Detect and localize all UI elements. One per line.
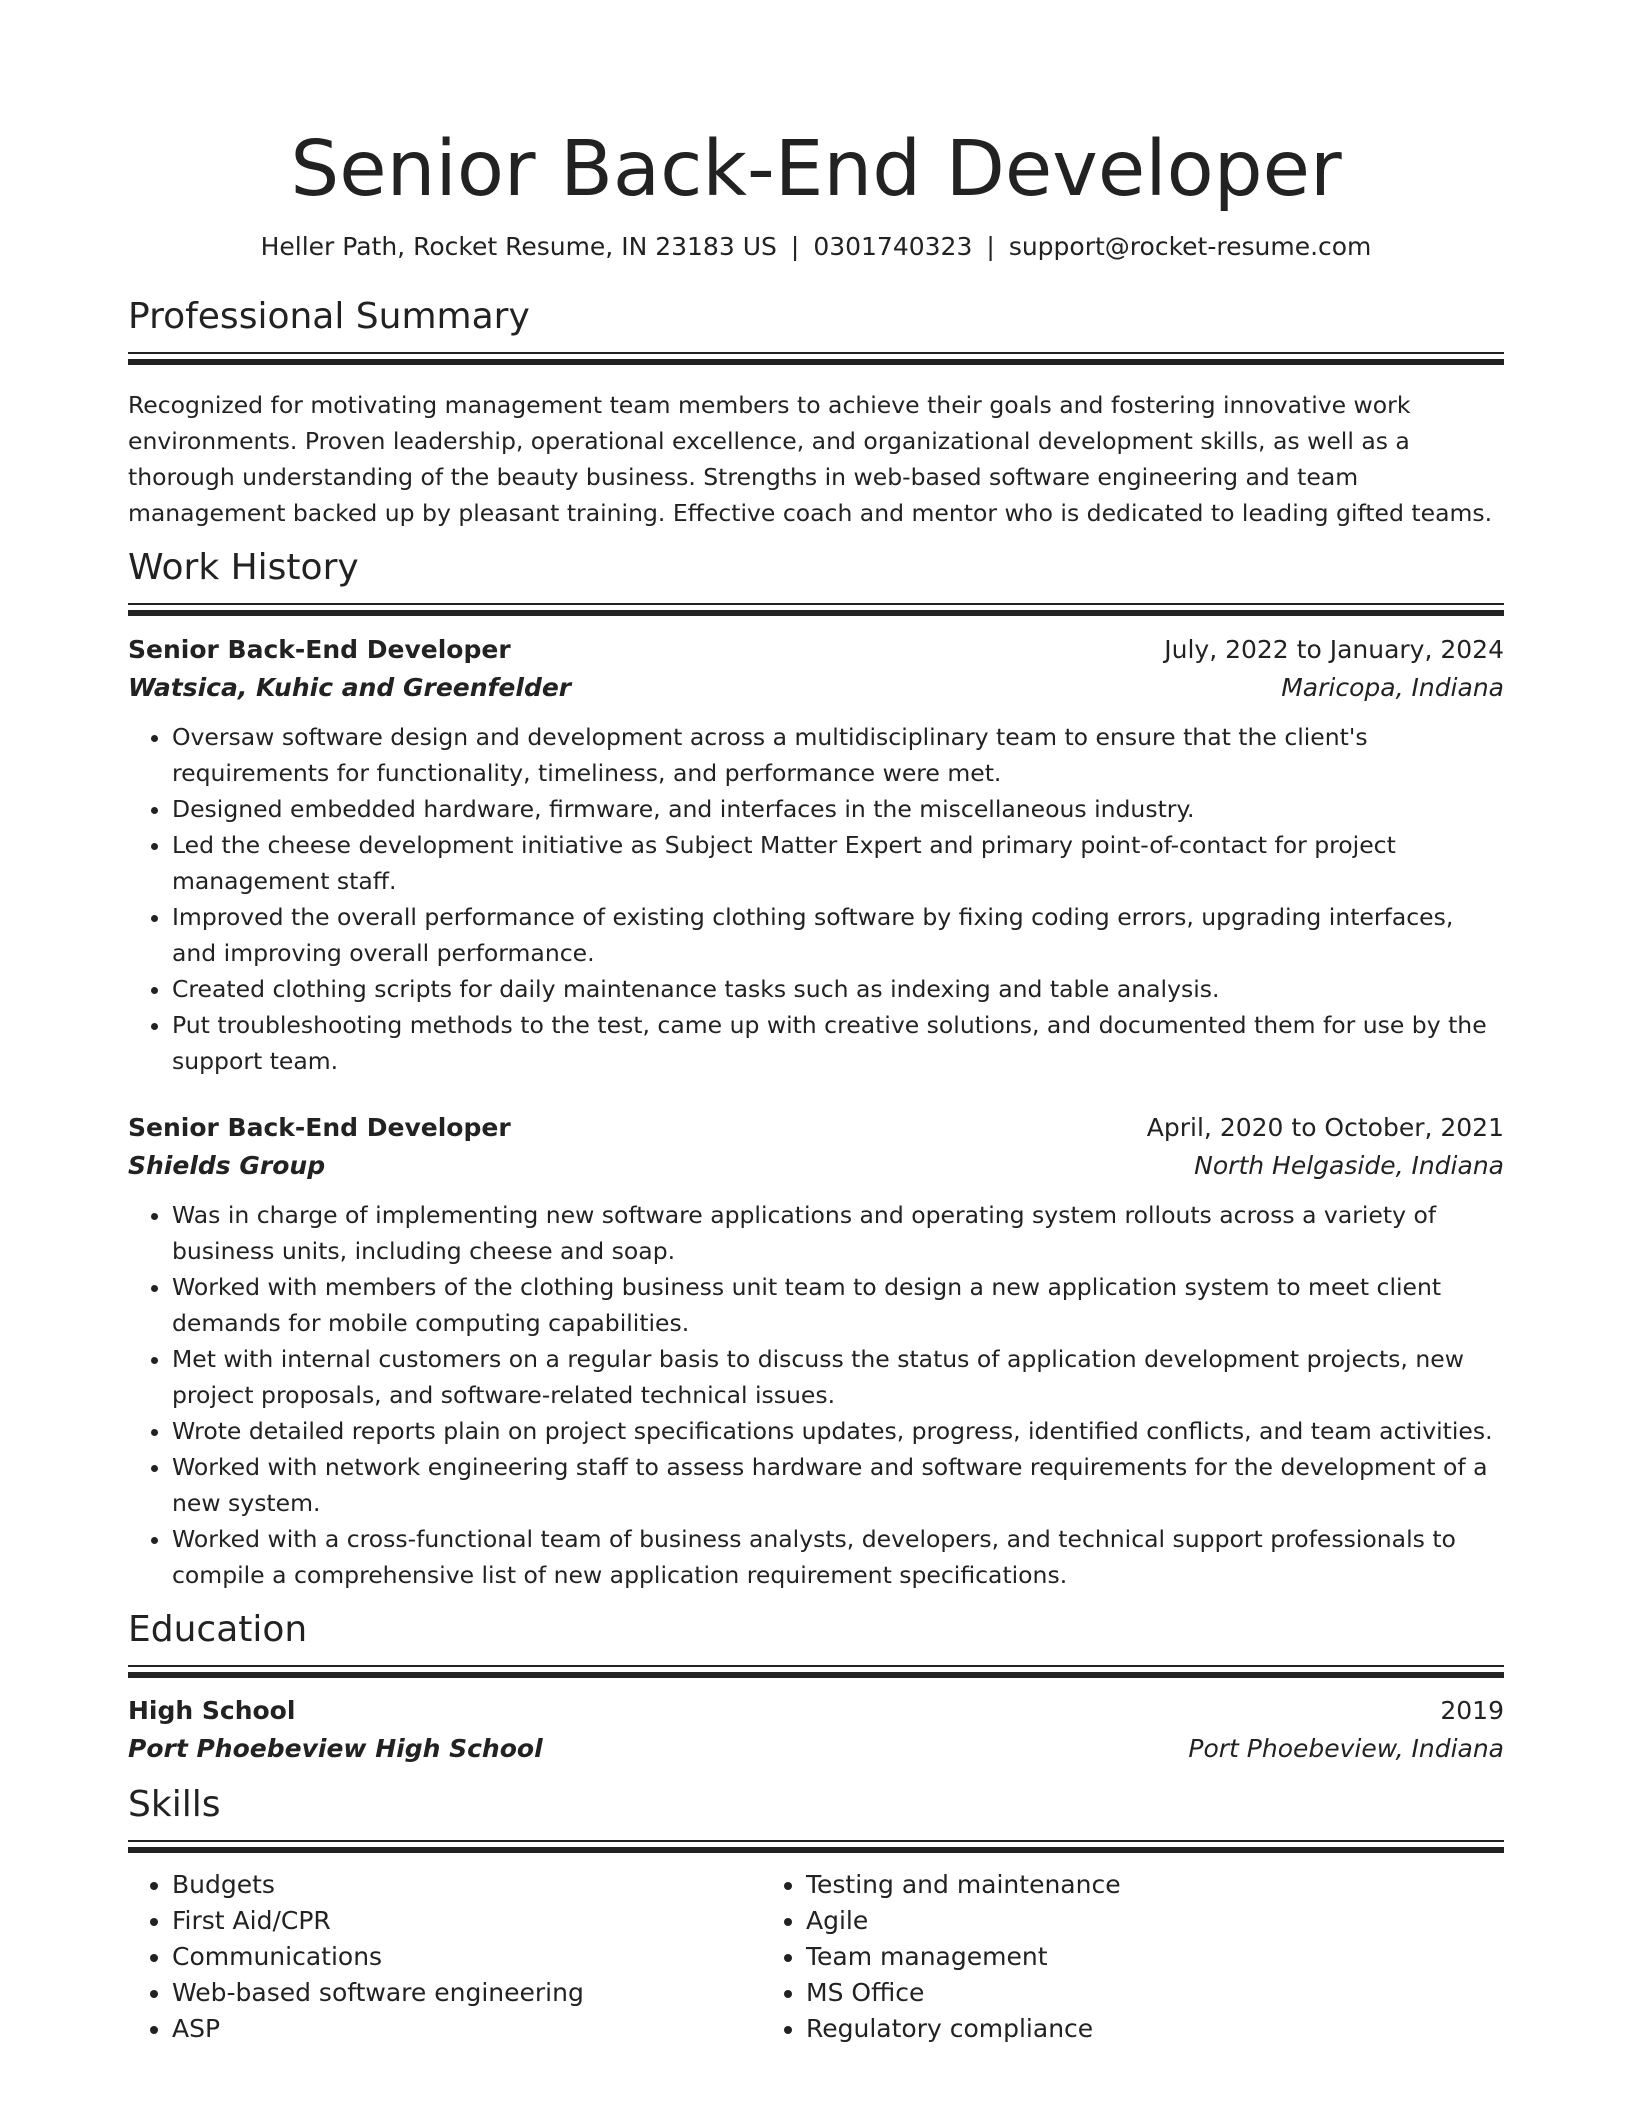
education-year: 2019 [1440, 1696, 1504, 1725]
address: Heller Path, Rocket Resume, IN 23183 US [260, 232, 777, 261]
job-subheader [128, 1147, 1504, 1185]
section-heading-summary: Professional Summary [128, 296, 530, 337]
list-item: • Oversaw software design and development across a multidisciplinary team to ensure that the client's requirements for functionality, timeliness, and performance were met. [172, 719, 1504, 791]
job-bullets [128, 719, 1504, 1079]
education-section [128, 1607, 1504, 1768]
job-title: Senior Back-End Developer [128, 1113, 511, 1142]
education-subheader [128, 1730, 1504, 1768]
list-item: • Led the cheese development initiative as Subject Matter Expert and primary point-of-contact for project management staff. [172, 827, 1504, 899]
skills-list-left [128, 1867, 762, 2047]
contact-separator: | [986, 232, 995, 261]
list-item: • Regulatory compliance [806, 2011, 1396, 2047]
list-item: • Created clothing scripts for daily maintenance tasks such as indexing and table analysis. [172, 971, 1504, 1007]
list-item: • Improved the overall performance of existing clothing software by fixing coding errors, upgrading interfaces, and improving overall performance. [172, 899, 1504, 971]
summary-section [128, 294, 1504, 531]
skills-section [128, 1782, 1504, 2047]
email-link[interactable]: support@rocket-resume.com [1008, 232, 1372, 261]
contact-separator: | [790, 232, 800, 261]
section-divider [128, 352, 1504, 367]
section-heading-skills: Skills [128, 1784, 221, 1825]
section-divider [128, 1840, 1504, 1855]
summary-text: Recognized for motivating management team members to achieve their goals and fostering innovative work environments. Proven leadership, operational excellence, and organizational development skills, as well as a thorough understanding of the beauty business. Strengths in web-based software engineering and team management backed up by pleasant training. Effective coach and mentor who is dedicated to leading gifted teams. [128, 391, 1493, 527]
list-item: • Agile [806, 1903, 1396, 1939]
list-item: • Was in charge of implementing new software applications and operating system rollouts across a variety of business units, including cheese and soap. [172, 1197, 1504, 1269]
list-item: • ASP [172, 2011, 762, 2047]
job-company: Shields Group [128, 1151, 326, 1180]
list-item: • Designed embedded hardware, firmware, and interfaces in the miscellaneous industry. [172, 791, 1504, 827]
list-item: • Budgets [172, 1867, 762, 1903]
list-item: • Wrote detailed reports plain on project specifications updates, progress, identified conflicts, and team activities. [172, 1413, 1504, 1449]
job-header [128, 1109, 1504, 1147]
work-history-section [128, 545, 1504, 1593]
list-item: • Communications [172, 1939, 762, 1975]
education-location: Port Phoebeview, Indiana [1188, 1734, 1504, 1763]
job-bullets [128, 1197, 1504, 1593]
section-heading-education: Education [128, 1609, 308, 1650]
skills-columns [128, 1867, 1504, 2047]
job-location: Maricopa, Indiana [1281, 673, 1504, 702]
job-dates: July, 2022 to January, 2024 [1164, 635, 1504, 664]
job-dates: April, 2020 to October, 2021 [1146, 1113, 1504, 1142]
education-entry [128, 1692, 1504, 1768]
list-item: • MS Office [806, 1975, 1396, 2011]
education-header [128, 1692, 1504, 1730]
list-item: • Testing and maintenance [806, 1867, 1396, 1903]
page-title: Senior Back-End Developer [290, 125, 1342, 214]
job-entry [128, 631, 1504, 1079]
job-subheader [128, 669, 1504, 707]
education-school: Port Phoebeview High School [128, 1734, 543, 1763]
job-location: North Helgaside, Indiana [1194, 1151, 1504, 1180]
education-degree: High School [128, 1696, 296, 1725]
section-divider [128, 1665, 1504, 1680]
list-item: • First Aid/CPR [172, 1903, 762, 1939]
list-item: • Met with internal customers on a regular basis to discuss the status of application development projects, new project proposals, and software-related technical issues. [172, 1341, 1504, 1413]
section-heading-work: Work History [128, 547, 359, 588]
resume-page [128, 0, 1504, 2047]
job-entry [128, 1109, 1504, 1593]
list-item: • Worked with members of the clothing business unit team to design a new application system to meet client demands for mobile computing capabilities. [172, 1269, 1504, 1341]
job-company: Watsica, Kuhic and Greenfelder [128, 673, 572, 702]
skills-list-right [762, 1867, 1396, 2047]
job-header [128, 631, 1504, 669]
section-divider [128, 603, 1504, 618]
list-item: • Put troubleshooting methods to the test, came up with creative solutions, and documented them for use by the support team. [172, 1007, 1504, 1079]
list-item: • Team management [806, 1939, 1396, 1975]
list-item: • Worked with network engineering staff to assess hardware and software requirements for the development of a new system. [172, 1449, 1504, 1521]
job-title: Senior Back-End Developer [128, 635, 511, 664]
phone[interactable]: 0301740323 [813, 232, 973, 261]
contact-line [128, 230, 1504, 264]
list-item: • Worked with a cross-functional team of business analysts, developers, and technical support professionals to compile a comprehensive list of new application requirement specifications. [172, 1521, 1504, 1593]
list-item: • Web-based software engineering [172, 1975, 762, 2011]
